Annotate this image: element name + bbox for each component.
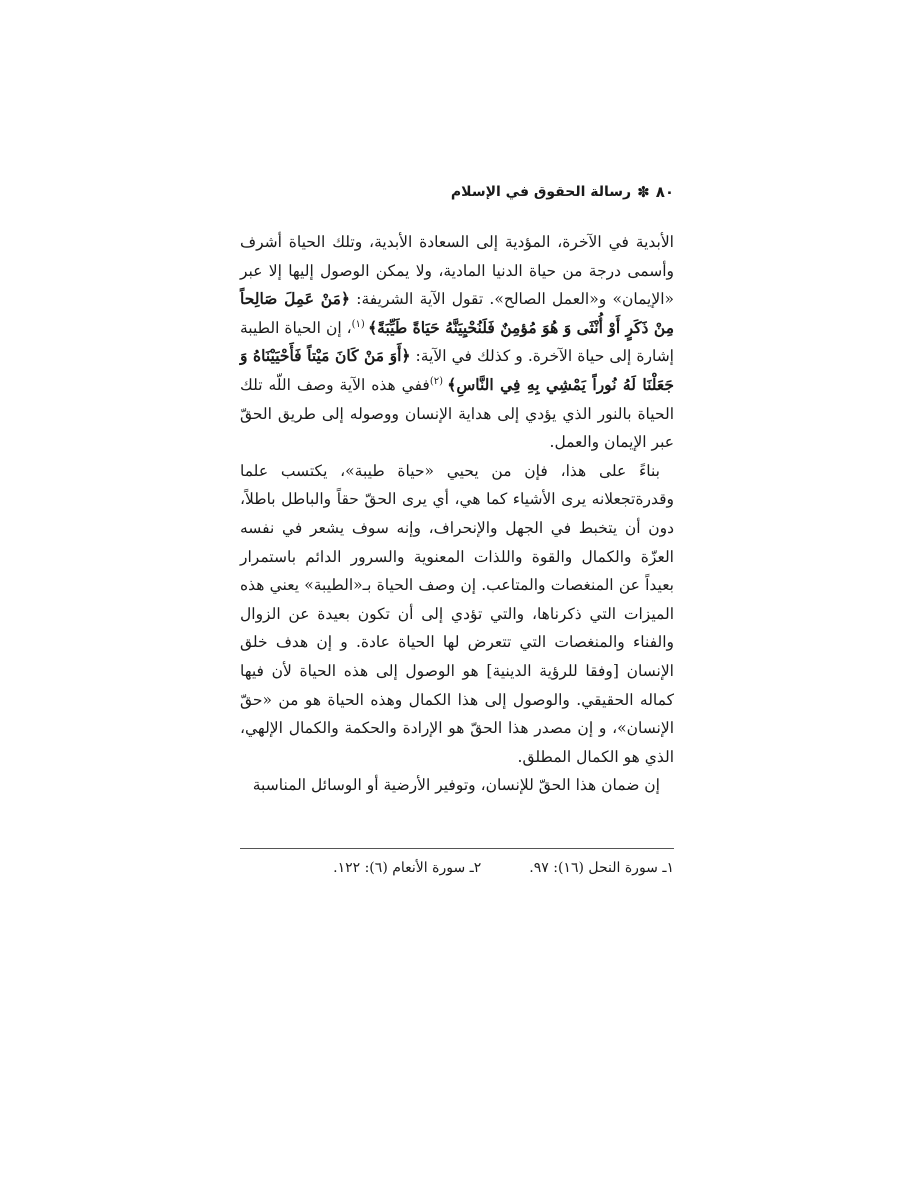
text-run: بناءً على هذا، فإن من يحيي «حياة طيبة»، يكتسب علما وقدرةتجعلانه يرى الأشياء كما هي، أي يرى الحقّ حقاً والباطل باطلاً، دون أن يتخبط في الجهل والإنحراف، وإنه سوف يشعر في نفسه العزّة والكمال والقوة واللذات المعنوية والسرور الدائم باستمرار بعيداً عن المنغصات والمتاعب. إن وصف الحياة بـ«الطيبة» يعني هذه الميزات التي ذكرناها، والتي تؤدي إلى أن تكون بعيدة عن الزوال والفناء والمنغصات التي تتعرض لها الحياة عادة. و إن هدف خلق الإنسان [وفقا للرؤية الدينية] هو الوصول إلى هذه الحياة لأن فيها كماله الحقيقي. والوصول إلى هذا الكمال وهذه الحياة هو من «حقّ الإنسان»، و إن مصدر هذا الحقّ هو الإرادة والحكمة والكمال الإلهي، الذي هو الكمال المطلق. [240,461,674,766]
text-run: ، إن الحياة الطيبة إشارة إلى حياة الآخرة. و كذلك في الآية: [240,318,674,366]
footnotes [240,856,674,880]
footnote-marker: (٢) [429,375,448,387]
paragraph [240,771,674,800]
body-text [240,228,674,800]
flower-ornament-icon: ✽ [637,182,650,201]
footnote-marker: (١) [351,318,369,330]
book-title: رسالة الحقوق في الإسلام [450,184,632,200]
footnote-divider [240,848,674,849]
footnote: ٢ـ سورة الأنعام (٦): ١٢٢. [333,860,482,876]
page-number: ٨٠ [655,183,674,201]
quran-verse: ﴿أَوَ مَنْ كَانَ مَيْتاً فَأَحْيَيْنَاهُ وَ جَعَلْنَا لَهُ نُوراً يَمْشِي بِهِ فِي النَّاسِ﴾ [240,346,674,394]
running-header [240,180,674,204]
text-run: إن ضمان هذا الحقّ للإنسان، وتوفير الأرضية أو الوسائل المناسبة [252,776,660,795]
quran-verse: ﴿مَنْ عَمِلَ صَالِحاً مِنْ ذَكَرٍ أَوْ أُنْثَى وَ هُوَ مُؤمِنٌ فَلَنُحْيِيَنَّهُ حَيَاةً طَيِّبَةً﴾ [240,289,675,337]
text-run: الأبدية في الآخرة، المؤدية إلى السعادة الأبدية، وتلك الحياة أشرف وأسمى درجة من حياة الدنيا المادية، ولا يمكن الوصول إليها إلا عبر «الإيمان» و«العمل الصالح». تقول الآية الشريفة: [240,233,674,309]
footnote: ١ـ سورة النحل (١٦): ٩٧. [529,860,674,876]
paragraph [240,457,674,772]
paragraph [240,228,674,457]
text-run: ففي هذه الآية وصف اللّه تلك الحياة بالنور الذي يؤدي إلى هداية الإنسان ووصوله إلى طريق الحقّ عبر الإيمان والعمل. [240,375,674,452]
